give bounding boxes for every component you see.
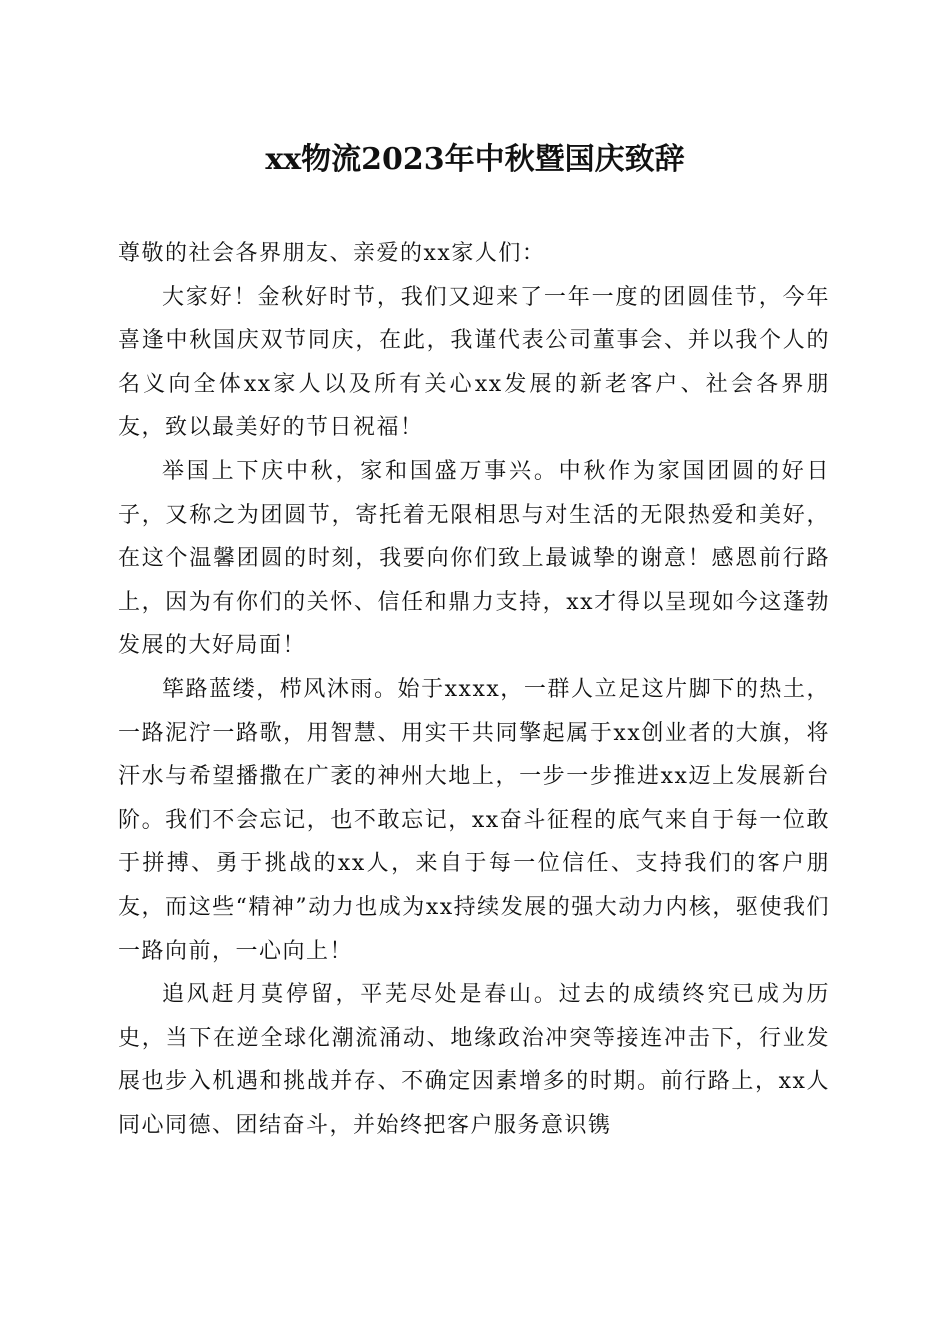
paragraph-1: 大家好！金秋好时节，我们又迎来了一年一度的团圆佳节，今年喜逢中秋国庆双节同庆，在此，我谨代表公司董事会、并以我个人的名义向全体xx家人以及所有关心xx发展的新老客户、社会各界朋友，致以最美好的节日祝福！ — [118, 284, 830, 441]
paragraph-3: 筚路蓝缕，栉风沐雨。始于xxxx，一群人立足这片脚下的热土，一路泥泞一路歌，用智慧、用实干共同擎起属于xx创业者的大旗，将汗水与希望播撒在广袤的神州大地上，一步一步推进xx迈上发展新台阶。我们不会忘记，也不敢忘记，xx奋斗征程的底气来自于每一位敢于拼搏、勇于挑战的xx人，来自于每一位信任、支持我们的客户朋友，而这些“精神”动力也成为xx持续发展的强大动力内核，驱使我们一路向前，一心向上！ — [118, 676, 830, 964]
paragraph-4: 追风赶月莫停留，平芜尽处是春山。过去的成绩终究已成为历史，当下在逆全球化潮流涌动、地缘政治冲突等接连冲击下，行业发展也步入机遇和挑战并存、不确定因素增多的时期。前行路上，xx人同心同德、团结奋斗，并始终把客户服务意识镌 — [118, 982, 830, 1138]
document-body — [118, 232, 830, 1147]
salutation: 尊敬的社会各界朋友、亲爱的xx家人们： — [118, 241, 546, 266]
document-title: xx物流2023年中秋暨国庆致辞 — [265, 142, 685, 177]
paragraph-2: 举国上下庆中秋，家和国盛万事兴。中秋作为家国团圆的好日子，又称之为团圆节，寄托着无限相思与对生活的无限热爱和美好，在这个温馨团圆的时刻，我要向你们致上最诚挚的谢意！感恩前行路上，因为有你们的关怀、信任和鼎力支持，xx才得以呈现如今这蓬勃发展的大好局面！ — [118, 458, 830, 659]
